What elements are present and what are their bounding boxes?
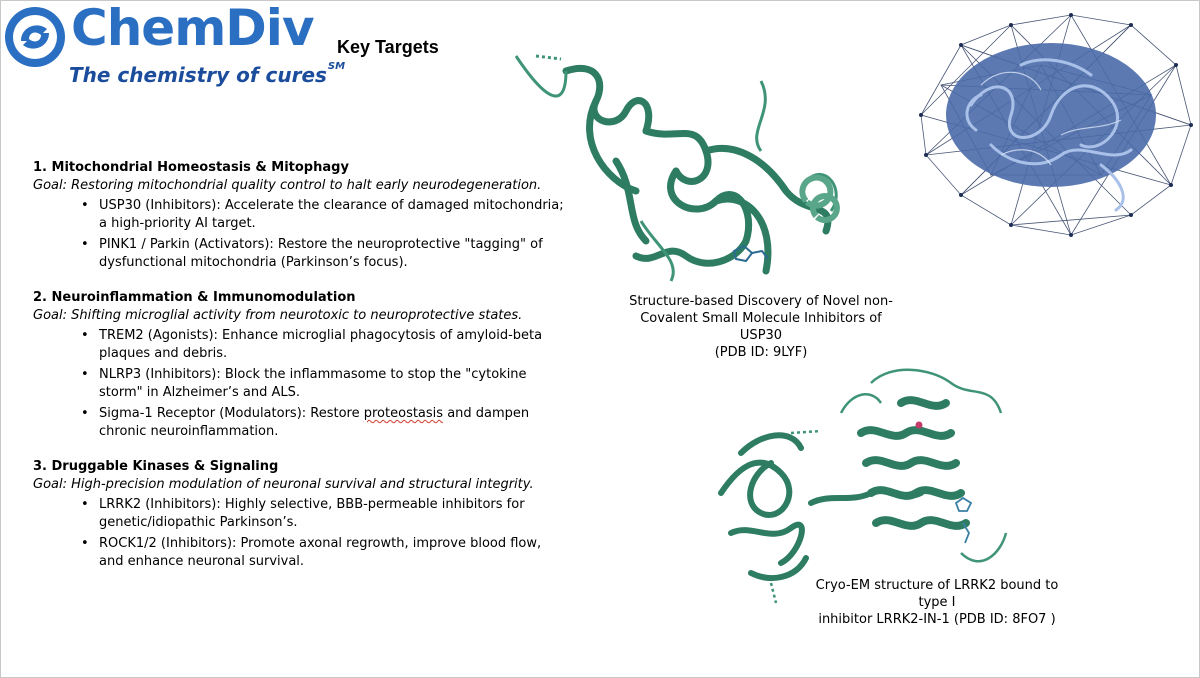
bullet-pink1-parkin: • PINK1 / Parkin (Activators): Restore the neuroprotective "tagging" of dysfunctional mitochondria (Parkinson’s focus). xyxy=(77,236,569,272)
brand-tagline: The chemistry of cures℠ xyxy=(69,61,346,87)
section-heading: 1. Mitochondrial Homeostasis & Mitophagy xyxy=(33,160,349,175)
spellcheck-flagged-word: proteostasis xyxy=(363,406,444,421)
bullet-list xyxy=(33,496,573,571)
bullet-list xyxy=(33,327,573,441)
slide-title: Key Targets xyxy=(337,37,439,57)
bullet-lrrk2: • LRRK2 (Inhibitors): Highly selective, BBB-permeable inhibitors for genetic/idiopathic Parkinson’s. xyxy=(77,496,569,532)
section-heading: 2. Neuroinflammation & Immunomodulation xyxy=(33,290,356,305)
section-kinases xyxy=(33,458,573,571)
bullet-usp30: • USP30 (Inhibitors): Accelerate the clearance of damaged mitochondria; a high-priority AI target. xyxy=(77,197,569,233)
chemdiv-logo xyxy=(3,0,346,91)
section-goal: Goal: Restoring mitochondrial quality control to halt early neurodegeneration. xyxy=(33,178,542,193)
bullet-nlrp3: • NLRP3 (Inhibitors): Block the inflammasome to stop the "cytokine storm" in Alzheimer’s and ALS. xyxy=(77,366,569,402)
section-mitochondrial xyxy=(33,159,573,272)
bullet-trem2: • TREM2 (Agonists): Enhance microglial phagocytosis of amyloid-beta plaques and debris. xyxy=(77,327,569,363)
bullet-sigma1: • Sigma-1 Receptor (Modulators): Restore proteostasis and dampen chronic neuroinflammation. xyxy=(77,405,569,441)
lrrk2-caption: Cryo-EM structure of LRRK2 bound to type I inhibitor LRRK2-IN-1 (PDB ID: 8FO7 ) xyxy=(815,578,1059,627)
section-heading: 3. Druggable Kinases & Signaling xyxy=(33,459,279,474)
service-mark: SM xyxy=(327,61,346,72)
usp30-structure-image xyxy=(506,41,881,291)
lrrk2-structure-image xyxy=(701,353,1021,613)
usp30-caption: Structure-based Discovery of Novel non- Covalent Small Molecule Inhibitors of USP30 (PDB ID: 9LYF) xyxy=(629,294,893,360)
chemdiv-logo-mark-icon xyxy=(3,5,67,69)
brand-name: ChemDiv xyxy=(71,0,314,57)
brain-network-image xyxy=(901,5,1197,249)
bullet-list xyxy=(33,197,573,272)
section-goal: Goal: Shifting microglial activity from neurotoxic to neuroprotective states. xyxy=(33,308,523,323)
targets-content xyxy=(33,159,573,588)
section-neuroinflammation xyxy=(33,289,573,441)
bullet-rock: • ROCK1/2 (Inhibitors): Promote axonal regrowth, improve blood flow, and enhance neuronal survival. xyxy=(77,535,569,571)
section-goal: Goal: High-precision modulation of neuronal survival and structural integrity. xyxy=(33,477,534,492)
